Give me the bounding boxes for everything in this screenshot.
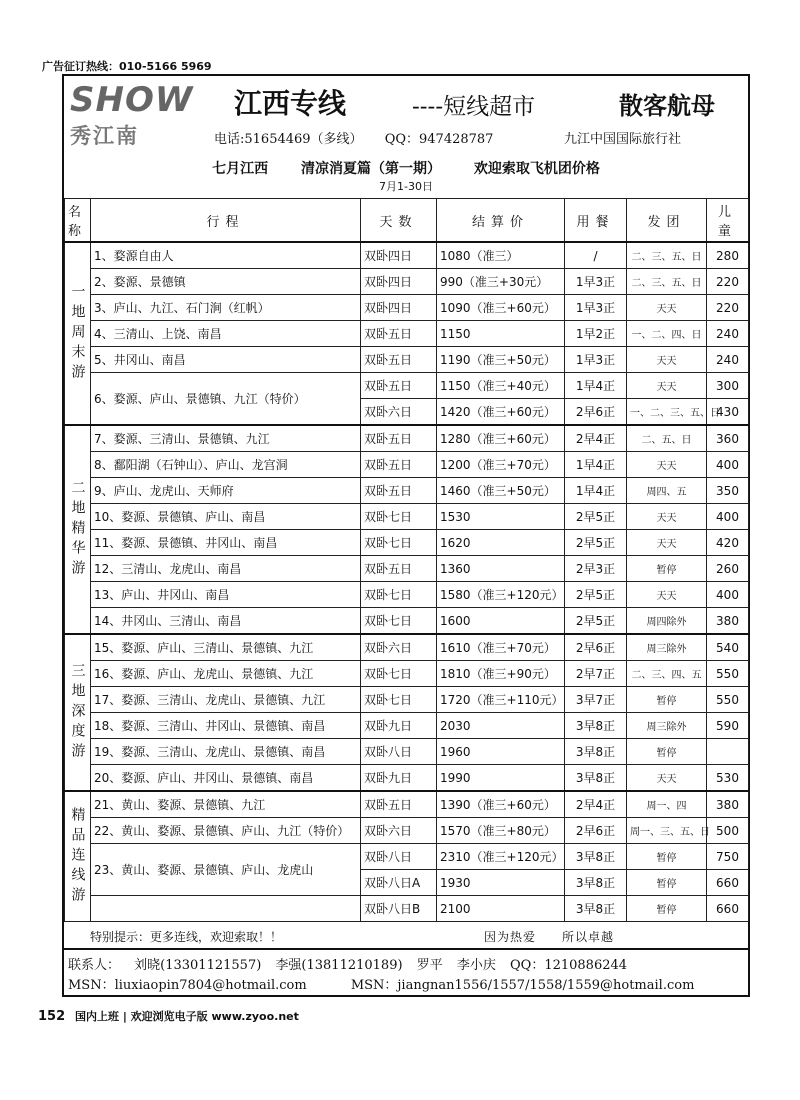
contact-person: 李小庆 bbox=[456, 958, 496, 973]
meals-cell: 1早4正 bbox=[565, 452, 627, 478]
itinerary-panel bbox=[62, 74, 750, 997]
departure-cell: 二、三、五、日 bbox=[627, 269, 707, 295]
meals-cell: 1早4正 bbox=[565, 373, 627, 399]
departure-cell: 二、五、日 bbox=[627, 425, 707, 452]
departure-cell: 天天 bbox=[627, 295, 707, 321]
col-header-days: 天数 bbox=[361, 199, 437, 243]
table-row bbox=[65, 556, 749, 582]
col-header-route: 行程 bbox=[91, 199, 361, 243]
days-cell: 双卧六日 bbox=[361, 399, 437, 426]
contact-person: 罗平 bbox=[416, 958, 443, 973]
table-row bbox=[65, 661, 749, 687]
days-cell: 双卧四日 bbox=[361, 295, 437, 321]
departure-cell: 二、三、五、日 bbox=[627, 242, 707, 269]
table-row bbox=[65, 765, 749, 792]
meals-cell: 2早6正 bbox=[565, 399, 627, 426]
child-price-cell: 220 bbox=[707, 295, 749, 321]
days-cell: 双卧七日 bbox=[361, 661, 437, 687]
table-row bbox=[65, 373, 749, 399]
days-cell: 双卧五日 bbox=[361, 347, 437, 373]
route-cell: 10、婺源、景德镇、庐山、南昌 bbox=[91, 504, 361, 530]
days-cell: 双卧八日 bbox=[361, 739, 437, 765]
meals-cell: 1早3正 bbox=[565, 269, 627, 295]
itinerary-table bbox=[64, 198, 749, 922]
panel-header bbox=[64, 76, 748, 152]
msn-2[interactable]: MSN：jiangnan1556/1557/1558/1559@hotmail.com bbox=[350, 978, 695, 993]
child-price-cell: 260 bbox=[707, 556, 749, 582]
days-cell: 双卧九日 bbox=[361, 713, 437, 739]
route-cell: 11、婺源、景德镇、井冈山、南昌 bbox=[91, 530, 361, 556]
contacts-label: 联系人： bbox=[68, 958, 121, 973]
days-cell: 双卧五日 bbox=[361, 452, 437, 478]
table-row bbox=[65, 504, 749, 530]
departure-cell: 周一、三、五、日 bbox=[627, 818, 707, 844]
price-cell: 1460（准三+50元） bbox=[437, 478, 565, 504]
meals-cell: 1早2正 bbox=[565, 321, 627, 347]
page-footer bbox=[38, 1008, 299, 1024]
child-price-cell bbox=[707, 739, 749, 765]
price-cell: 1620 bbox=[437, 530, 565, 556]
child-price-cell: 380 bbox=[707, 791, 749, 818]
price-cell: 1280（准三+60元） bbox=[437, 425, 565, 452]
route-cell: 17、婺源、三清山、龙虎山、景德镇、九江 bbox=[91, 687, 361, 713]
child-price-cell: 660 bbox=[707, 870, 749, 896]
ad-hotline: 广告征订热线：010-5166 5969 bbox=[42, 60, 212, 73]
departure-cell: 天天 bbox=[627, 530, 707, 556]
meals-cell: 2早3正 bbox=[565, 556, 627, 582]
table-row bbox=[65, 844, 749, 870]
brand-logo: SHOW bbox=[70, 80, 194, 120]
contacts-row bbox=[68, 954, 637, 973]
table-row bbox=[65, 634, 749, 661]
col-header-name: 名称 bbox=[65, 199, 91, 243]
child-price-cell: 660 bbox=[707, 896, 749, 922]
departure-cell: 天天 bbox=[627, 452, 707, 478]
days-cell: 双卧六日 bbox=[361, 818, 437, 844]
route-cell: 5、井冈山、南昌 bbox=[91, 347, 361, 373]
departure-cell: 暂停 bbox=[627, 844, 707, 870]
price-cell: 1420（准三+60元） bbox=[437, 399, 565, 426]
price-cell: 1530 bbox=[437, 504, 565, 530]
departure-cell: 天天 bbox=[627, 504, 707, 530]
days-cell: 双卧五日 bbox=[361, 321, 437, 347]
main-title: 江西专线 bbox=[234, 87, 347, 120]
departure-cell: 天天 bbox=[627, 582, 707, 608]
route-cell: 1、婺源自由人 bbox=[91, 242, 361, 269]
route-cell: 16、婺源、庐山、龙虎山、景德镇、九江 bbox=[91, 661, 361, 687]
subtitle-part-1: 七月江西 bbox=[212, 161, 269, 177]
table-row bbox=[65, 739, 749, 765]
route-cell: 2、婺源、景德镇 bbox=[91, 269, 361, 295]
child-price-cell: 350 bbox=[707, 478, 749, 504]
subtitle-part-3: 欢迎索取飞机团价格 bbox=[473, 161, 600, 177]
table-row bbox=[65, 269, 749, 295]
table-row bbox=[65, 608, 749, 635]
meals-cell: 1早3正 bbox=[565, 295, 627, 321]
days-cell: 双卧七日 bbox=[361, 608, 437, 635]
contact-line bbox=[214, 128, 511, 147]
title-right: 散客航母 bbox=[619, 91, 715, 120]
meals-cell: 2早5正 bbox=[565, 582, 627, 608]
price-cell: 2100 bbox=[437, 896, 565, 922]
price-cell: 1090（准三+60元） bbox=[437, 295, 565, 321]
price-cell: 1960 bbox=[437, 739, 565, 765]
child-price-cell: 550 bbox=[707, 661, 749, 687]
meals-cell: 2早5正 bbox=[565, 530, 627, 556]
child-price-cell: 420 bbox=[707, 530, 749, 556]
price-cell: 1990 bbox=[437, 765, 565, 792]
route-cell bbox=[91, 896, 361, 922]
special-note: 特别提示：更多连线，欢迎索取！！ bbox=[90, 930, 283, 944]
child-price-cell: 380 bbox=[707, 608, 749, 635]
child-price-cell: 240 bbox=[707, 321, 749, 347]
departure-cell: 二、三、四、五 bbox=[627, 661, 707, 687]
contact-person: 刘晓(13301121557) bbox=[134, 958, 262, 973]
route-cell: 4、三清山、上饶、南昌 bbox=[91, 321, 361, 347]
price-cell: 1080（准三） bbox=[437, 242, 565, 269]
route-cell: 18、婺源、三清山、井冈山、景德镇、南昌 bbox=[91, 713, 361, 739]
table-row bbox=[65, 321, 749, 347]
msn-1[interactable]: MSN：liuxiaopin7804@hotmail.com bbox=[68, 978, 307, 993]
price-cell: 1570（准三+80元） bbox=[437, 818, 565, 844]
child-price-cell: 220 bbox=[707, 269, 749, 295]
days-cell: 双卧七日 bbox=[361, 504, 437, 530]
meals-cell: 2早4正 bbox=[565, 425, 627, 452]
category-label: 精品连线游 bbox=[65, 791, 91, 922]
price-cell: 1150（准三+40元） bbox=[437, 373, 565, 399]
table-row bbox=[65, 242, 749, 269]
meals-cell: 2早6正 bbox=[565, 818, 627, 844]
child-price-cell: 590 bbox=[707, 713, 749, 739]
meals-cell: 3早8正 bbox=[565, 896, 627, 922]
table-row bbox=[65, 818, 749, 844]
table-row bbox=[65, 687, 749, 713]
route-cell: 9、庐山、龙虎山、天师府 bbox=[91, 478, 361, 504]
price-cell: 1580（准三+120元） bbox=[437, 582, 565, 608]
route-cell: 7、婺源、三清山、景德镇、九江 bbox=[91, 425, 361, 452]
agency-name: 九江中国国际旅行社 bbox=[564, 132, 682, 147]
table-row bbox=[65, 425, 749, 452]
days-cell: 双卧五日 bbox=[361, 556, 437, 582]
table-row bbox=[65, 478, 749, 504]
route-cell: 6、婺源、庐山、景德镇、九江（特价） bbox=[91, 373, 361, 426]
route-cell: 22、黄山、婺源、景德镇、庐山、九江（特价） bbox=[91, 818, 361, 844]
meals-cell: / bbox=[565, 242, 627, 269]
msn-row bbox=[68, 974, 734, 993]
price-cell: 2310（准三+120元） bbox=[437, 844, 565, 870]
child-price-cell: 750 bbox=[707, 844, 749, 870]
price-cell: 2030 bbox=[437, 713, 565, 739]
table-row bbox=[65, 295, 749, 321]
subtitle-part-2: 清凉消夏篇（第一期） bbox=[301, 161, 441, 177]
child-price-cell: 500 bbox=[707, 818, 749, 844]
departure-cell: 一、二、三、五、日 bbox=[627, 399, 707, 426]
meals-cell: 2早5正 bbox=[565, 608, 627, 635]
route-cell: 23、黄山、婺源、景德镇、庐山、龙虎山 bbox=[91, 844, 361, 896]
departure-cell: 周三除外 bbox=[627, 634, 707, 661]
meals-cell: 3早8正 bbox=[565, 870, 627, 896]
title-tagline: ----短线超市 bbox=[412, 94, 536, 120]
price-cell: 1150 bbox=[437, 321, 565, 347]
meals-cell: 2早5正 bbox=[565, 504, 627, 530]
price-cell: 1390（准三+60元） bbox=[437, 791, 565, 818]
meals-cell: 2早6正 bbox=[565, 634, 627, 661]
qq-text: QQ：947428787 bbox=[384, 132, 494, 147]
route-cell: 19、婺源、三清山、龙虎山、景德镇、南昌 bbox=[91, 739, 361, 765]
child-price-cell: 240 bbox=[707, 347, 749, 373]
meals-cell: 3早8正 bbox=[565, 739, 627, 765]
footer-text: 国内上班 | 欢迎浏览电子版 www.zyoo.net bbox=[74, 1010, 299, 1023]
price-cell: 1720（准三+110元） bbox=[437, 687, 565, 713]
meals-cell: 2早4正 bbox=[565, 791, 627, 818]
route-cell: 20、婺源、庐山、井冈山、景德镇、南昌 bbox=[91, 765, 361, 792]
child-price-cell: 280 bbox=[707, 242, 749, 269]
child-price-cell: 300 bbox=[707, 373, 749, 399]
category-label: 一地周末游 bbox=[65, 242, 91, 425]
meals-cell: 1早4正 bbox=[565, 478, 627, 504]
days-cell: 双卧五日 bbox=[361, 373, 437, 399]
table-row bbox=[65, 452, 749, 478]
price-cell: 1190（准三+50元） bbox=[437, 347, 565, 373]
days-cell: 双卧五日 bbox=[361, 425, 437, 452]
child-price-cell: 530 bbox=[707, 765, 749, 792]
route-cell: 13、庐山、井冈山、南昌 bbox=[91, 582, 361, 608]
route-cell: 8、鄱阳湖（石钟山）、庐山、龙宫洞 bbox=[91, 452, 361, 478]
col-header-child: 儿童 bbox=[707, 199, 749, 243]
days-cell: 双卧七日 bbox=[361, 530, 437, 556]
meals-cell: 2早7正 bbox=[565, 661, 627, 687]
departure-cell: 天天 bbox=[627, 347, 707, 373]
days-cell: 双卧五日 bbox=[361, 791, 437, 818]
route-cell: 14、井冈山、三清山、南昌 bbox=[91, 608, 361, 635]
child-price-cell: 400 bbox=[707, 582, 749, 608]
col-header-departure: 发团 bbox=[627, 199, 707, 243]
departure-cell: 天天 bbox=[627, 373, 707, 399]
departure-cell: 暂停 bbox=[627, 896, 707, 922]
days-cell: 双卧七日 bbox=[361, 687, 437, 713]
contact-qq: QQ：1210886244 bbox=[510, 958, 628, 973]
route-cell: 21、黄山、婺源、景德镇、九江 bbox=[91, 791, 361, 818]
days-cell: 双卧五日 bbox=[361, 478, 437, 504]
meals-cell: 1早3正 bbox=[565, 347, 627, 373]
brand-subtitle: 秀江南 bbox=[70, 123, 139, 148]
contacts-block bbox=[64, 948, 748, 996]
departure-cell: 周四、五 bbox=[627, 478, 707, 504]
route-cell: 3、庐山、九江、石门涧（红帆） bbox=[91, 295, 361, 321]
price-cell: 1200（准三+70元） bbox=[437, 452, 565, 478]
child-price-cell: 400 bbox=[707, 504, 749, 530]
phone-text: 电话:51654469（多线） bbox=[214, 132, 363, 147]
table-row bbox=[65, 791, 749, 818]
days-cell: 双卧四日 bbox=[361, 269, 437, 295]
contact-person: 李强(13811210189) bbox=[275, 958, 403, 973]
table-header-row bbox=[65, 199, 749, 243]
col-header-price: 结算价 bbox=[437, 199, 565, 243]
meals-cell: 3早8正 bbox=[565, 713, 627, 739]
meals-cell: 3早7正 bbox=[565, 687, 627, 713]
col-header-meals: 用餐 bbox=[565, 199, 627, 243]
slogan: 因为热爱 所以卓越 bbox=[484, 930, 615, 944]
child-price-cell: 360 bbox=[707, 425, 749, 452]
days-cell: 双卧六日 bbox=[361, 634, 437, 661]
departure-cell: 暂停 bbox=[627, 556, 707, 582]
departure-cell: 天天 bbox=[627, 765, 707, 792]
departure-cell: 暂停 bbox=[627, 870, 707, 896]
departure-cell: 一、二、四、日 bbox=[627, 321, 707, 347]
days-cell: 双卧九日 bbox=[361, 765, 437, 792]
table-row bbox=[65, 582, 749, 608]
child-price-cell: 400 bbox=[707, 452, 749, 478]
route-cell: 15、婺源、庐山、三清山、景德镇、九江 bbox=[91, 634, 361, 661]
days-cell: 双卧八日 bbox=[361, 844, 437, 870]
meals-cell: 3早8正 bbox=[565, 844, 627, 870]
child-price-cell: 540 bbox=[707, 634, 749, 661]
child-price-cell: 550 bbox=[707, 687, 749, 713]
departure-cell: 周三除外 bbox=[627, 713, 707, 739]
price-cell: 1930 bbox=[437, 870, 565, 896]
table-row bbox=[65, 896, 749, 922]
table-row bbox=[65, 713, 749, 739]
page-number: 152 bbox=[38, 1009, 66, 1024]
category-label: 二地精华游 bbox=[65, 425, 91, 634]
departure-cell: 周四除外 bbox=[627, 608, 707, 635]
days-cell: 双卧四日 bbox=[361, 242, 437, 269]
departure-cell: 暂停 bbox=[627, 739, 707, 765]
price-cell: 1810（准三+90元） bbox=[437, 661, 565, 687]
promo-subtitle bbox=[64, 158, 748, 178]
price-cell: 1360 bbox=[437, 556, 565, 582]
price-cell: 1610（准三+70元） bbox=[437, 634, 565, 661]
table-row bbox=[65, 347, 749, 373]
category-label: 三地深度游 bbox=[65, 634, 91, 791]
table-row bbox=[65, 530, 749, 556]
route-cell: 12、三清山、龙虎山、南昌 bbox=[91, 556, 361, 582]
price-cell: 990（准三+30元） bbox=[437, 269, 565, 295]
meals-cell: 3早8正 bbox=[565, 765, 627, 792]
price-cell: 1600 bbox=[437, 608, 565, 635]
child-price-cell: 430 bbox=[707, 399, 749, 426]
departure-cell: 周一、四 bbox=[627, 791, 707, 818]
date-range: 7月1-30日 bbox=[379, 180, 433, 193]
days-cell: 双卧八日A bbox=[361, 870, 437, 896]
days-cell: 双卧八日B bbox=[361, 896, 437, 922]
departure-cell: 暂停 bbox=[627, 687, 707, 713]
days-cell: 双卧七日 bbox=[361, 582, 437, 608]
